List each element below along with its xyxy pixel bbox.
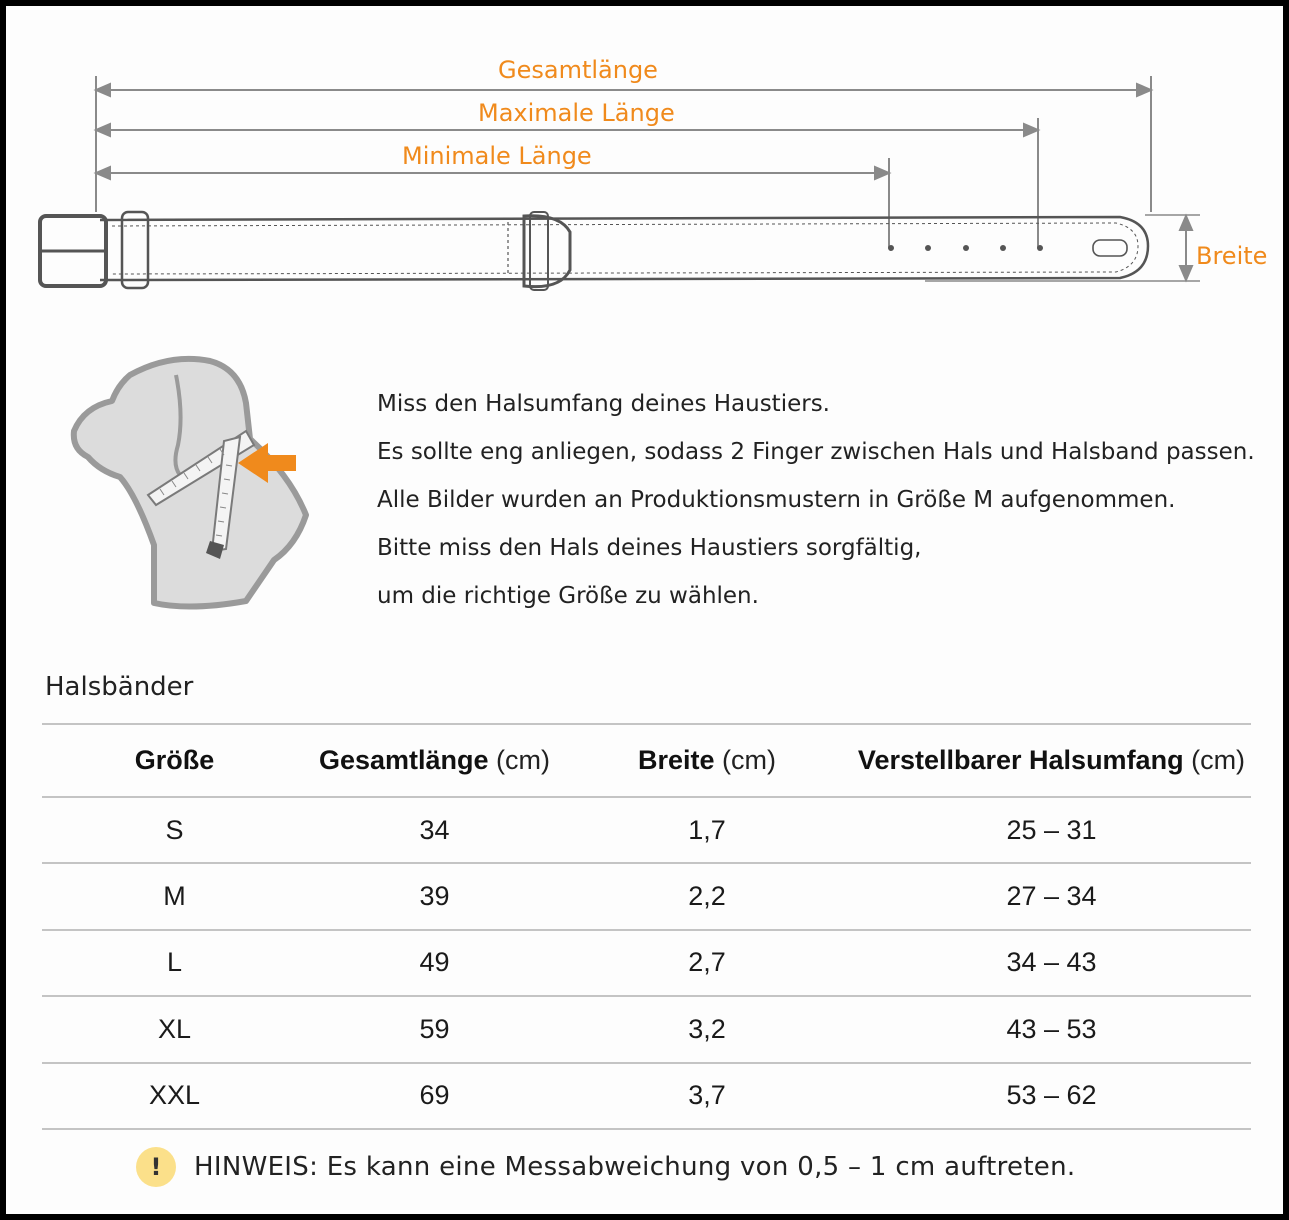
header-size: Größe [42,724,307,797]
neck-range-cell: 53 – 62 [1006,1080,1097,1111]
width-label: Breite [1196,242,1268,270]
total-length-cell: 34 [419,814,450,845]
header-width: Breite (cm) [562,724,852,797]
size-cell: XXL [148,1080,201,1111]
size-cell: L [166,947,183,978]
width-cell: 3,7 [688,1080,726,1111]
neck-range-cell: 27 – 34 [1006,881,1097,912]
size-cell: XL [157,1013,192,1044]
total-length-cell: 59 [419,1013,450,1044]
neck-range-cell: 43 – 53 [1006,1013,1097,1044]
instruction-line: Es sollte eng anliegen, sodass 2 Finger zwischen Hals und Halsband passen. [377,439,1255,465]
note [136,1145,1075,1189]
total-length-cell: 49 [419,947,450,978]
table-row [42,1063,1251,1129]
neck-range-cell: 25 – 31 [1006,814,1097,845]
size-cell: S [165,814,184,845]
size-cell: M [163,881,186,912]
instruction-line: um die richtige Größe zu wählen. [377,583,759,609]
collar-diagram [0,0,1289,320]
max-length-label: Maximale Länge [478,99,675,127]
width-cell: 2,2 [688,881,726,912]
width-cell: 1,7 [688,814,726,845]
table-row [42,797,1251,863]
note-text: HINWEIS: Es kann eine Messabweichung von 0,5 – 1 cm auftreten. [194,1152,1076,1182]
total-length-cell: 69 [419,1080,450,1111]
header-total-length: Gesamtlänge (cm) [307,724,562,797]
width-cell: 2,7 [688,947,726,978]
total-length-cell: 39 [419,881,450,912]
table-row [42,930,1251,996]
instruction-line: Bitte miss den Hals deines Haustiers sorgfältig, [377,535,922,561]
neck-range-cell: 34 – 43 [1006,947,1097,978]
table-row [42,996,1251,1062]
instruction-line: Miss den Halsumfang deines Haustiers. [377,391,830,417]
min-length-label: Minimale Länge [402,142,592,170]
dog-head-measuring-tape-icon [60,345,320,615]
size-table [42,723,1251,1130]
width-cell: 3,2 [688,1013,726,1044]
table-header-row [42,724,1251,797]
header-neck-circumference: Verstellbarer Halsumfang (cm) [852,724,1251,797]
exclamation-icon: ! [136,1147,176,1187]
table-row [42,863,1251,929]
instruction-line: Alle Bilder wurden an Produktionsmustern in Größe M aufgenommen. [377,487,1176,513]
total-length-label: Gesamtlänge [498,56,658,84]
instructions-list [377,380,1255,620]
table-title: Halsbänder [45,672,194,702]
